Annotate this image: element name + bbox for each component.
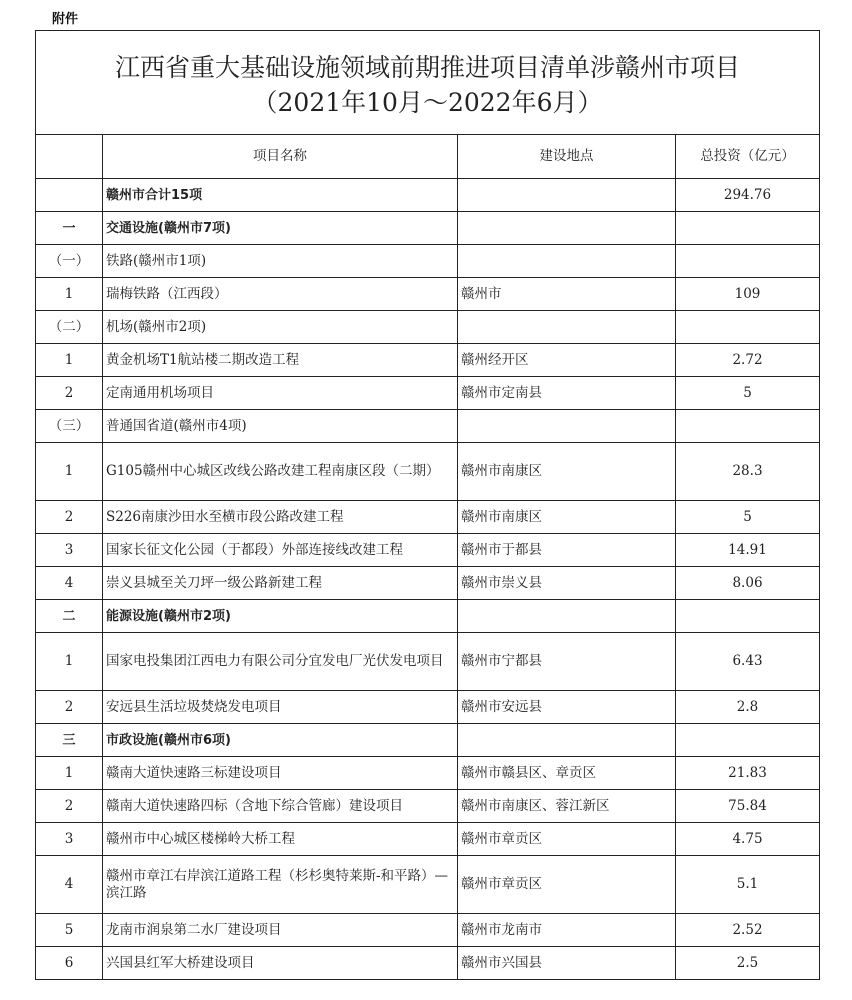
project-name-cell: 铁路(赣州市1项) bbox=[103, 245, 458, 278]
location-cell bbox=[458, 724, 676, 757]
location-cell bbox=[458, 410, 676, 443]
location-cell: 赣州市龙南市 bbox=[458, 914, 676, 947]
table-row bbox=[36, 501, 820, 534]
investment-cell bbox=[676, 212, 820, 245]
project-name-cell: 崇义县城至关刀坪一级公路新建工程 bbox=[103, 567, 458, 600]
table-row bbox=[36, 179, 820, 212]
project-name-cell: S226南康沙田水至横市段公路改建工程 bbox=[103, 501, 458, 534]
investment-cell bbox=[676, 311, 820, 344]
investment-cell: 2.52 bbox=[676, 914, 820, 947]
location-cell bbox=[458, 600, 676, 633]
document-title bbox=[36, 31, 820, 135]
location-cell: 赣州市安远县 bbox=[458, 691, 676, 724]
row-number-cell: 一 bbox=[36, 212, 103, 245]
investment-cell: 5.1 bbox=[676, 856, 820, 914]
table-row bbox=[36, 823, 820, 856]
table-row bbox=[36, 567, 820, 600]
project-name-cell: 市政设施(赣州市6项) bbox=[103, 724, 458, 757]
header-project-name: 项目名称 bbox=[103, 135, 458, 179]
row-number-cell: （三） bbox=[36, 410, 103, 443]
row-number-cell: 2 bbox=[36, 377, 103, 410]
location-cell bbox=[458, 311, 676, 344]
project-name-cell: 安远县生活垃圾焚烧发电项目 bbox=[103, 691, 458, 724]
location-cell: 赣州经开区 bbox=[458, 344, 676, 377]
table-row bbox=[36, 377, 820, 410]
location-cell: 赣州市赣县区、章贡区 bbox=[458, 757, 676, 790]
table-row bbox=[36, 856, 820, 914]
project-name-cell: 赣州市合计15项 bbox=[103, 179, 458, 212]
investment-cell: 2.72 bbox=[676, 344, 820, 377]
investment-cell: 5 bbox=[676, 377, 820, 410]
project-name-cell: 国家电投集团江西电力有限公司分宜发电厂光伏发电项目 bbox=[103, 633, 458, 691]
title-line-2: （2021年10月～2022年6月） bbox=[252, 87, 603, 117]
location-cell bbox=[458, 245, 676, 278]
table-row bbox=[36, 600, 820, 633]
table-row bbox=[36, 534, 820, 567]
project-name-cell: 龙南市润泉第二水厂建设项目 bbox=[103, 914, 458, 947]
investment-cell bbox=[676, 245, 820, 278]
row-number-cell: 1 bbox=[36, 633, 103, 691]
table-row bbox=[36, 947, 820, 980]
investment-cell: 6.43 bbox=[676, 633, 820, 691]
location-cell: 赣州市 bbox=[458, 278, 676, 311]
investment-cell bbox=[676, 724, 820, 757]
row-number-cell: 2 bbox=[36, 691, 103, 724]
investment-cell: 14.91 bbox=[676, 534, 820, 567]
row-number-cell: 3 bbox=[36, 534, 103, 567]
table-row bbox=[36, 724, 820, 757]
location-cell: 赣州市南康区 bbox=[458, 501, 676, 534]
table-row bbox=[36, 790, 820, 823]
project-name-cell: 赣州市中心城区楼梯岭大桥工程 bbox=[103, 823, 458, 856]
location-cell: 赣州市于都县 bbox=[458, 534, 676, 567]
investment-cell: 2.8 bbox=[676, 691, 820, 724]
header-row bbox=[36, 135, 820, 179]
investment-cell: 8.06 bbox=[676, 567, 820, 600]
investment-cell: 75.84 bbox=[676, 790, 820, 823]
row-number-cell: 1 bbox=[36, 443, 103, 501]
project-name-cell: 交通设施(赣州市7项) bbox=[103, 212, 458, 245]
project-table bbox=[35, 30, 820, 980]
project-name-cell: 黄金机场T1航站楼二期改造工程 bbox=[103, 344, 458, 377]
location-cell: 赣州市崇义县 bbox=[458, 567, 676, 600]
project-name-cell: 能源设施(赣州市2项) bbox=[103, 600, 458, 633]
location-cell: 赣州市南康区、蓉江新区 bbox=[458, 790, 676, 823]
location-cell bbox=[458, 179, 676, 212]
investment-cell bbox=[676, 410, 820, 443]
table-row bbox=[36, 914, 820, 947]
project-name-cell: 赣州市章江右岸滨江道路工程（杉杉奥特莱斯-和平路）—滨江路 bbox=[103, 856, 458, 914]
attachment-label: 附件 bbox=[52, 12, 79, 27]
investment-cell: 2.5 bbox=[676, 947, 820, 980]
row-number-cell: 1 bbox=[36, 344, 103, 377]
investment-cell: 4.75 bbox=[676, 823, 820, 856]
project-name-cell: 机场(赣州市2项) bbox=[103, 311, 458, 344]
table-row bbox=[36, 410, 820, 443]
project-name-cell: 瑞梅铁路（江西段） bbox=[103, 278, 458, 311]
title-row bbox=[36, 31, 820, 135]
header-investment: 总投资（亿元） bbox=[676, 135, 820, 179]
row-number-cell: 3 bbox=[36, 823, 103, 856]
location-cell bbox=[458, 212, 676, 245]
table-row bbox=[36, 344, 820, 377]
row-number-cell: 6 bbox=[36, 947, 103, 980]
row-number-cell: 4 bbox=[36, 567, 103, 600]
table-row bbox=[36, 691, 820, 724]
location-cell: 赣州市南康区 bbox=[458, 443, 676, 501]
row-number-cell: （二） bbox=[36, 311, 103, 344]
location-cell: 赣州市定南县 bbox=[458, 377, 676, 410]
location-cell: 赣州市章贡区 bbox=[458, 823, 676, 856]
project-name-cell: 赣南大道快速路三标建设项目 bbox=[103, 757, 458, 790]
row-number-cell: 4 bbox=[36, 856, 103, 914]
investment-cell bbox=[676, 600, 820, 633]
title-line-1: 江西省重大基础设施领域前期推进项目清单涉赣州市项目 bbox=[115, 52, 741, 82]
investment-cell: 5 bbox=[676, 501, 820, 534]
location-cell: 赣州市宁都县 bbox=[458, 633, 676, 691]
investment-cell: 294.76 bbox=[676, 179, 820, 212]
table-row bbox=[36, 757, 820, 790]
row-number-cell: 二 bbox=[36, 600, 103, 633]
table-row bbox=[36, 311, 820, 344]
project-name-cell: 赣南大道快速路四标（含地下综合管廊）建设项目 bbox=[103, 790, 458, 823]
project-name-cell: 定南通用机场项目 bbox=[103, 377, 458, 410]
row-number-cell: 2 bbox=[36, 501, 103, 534]
project-name-cell: G105赣州中心城区改线公路改建工程南康区段（二期） bbox=[103, 443, 458, 501]
row-number-cell: 5 bbox=[36, 914, 103, 947]
table-row bbox=[36, 633, 820, 691]
project-name-cell: 兴国县红军大桥建设项目 bbox=[103, 947, 458, 980]
investment-cell: 21.83 bbox=[676, 757, 820, 790]
location-cell: 赣州市章贡区 bbox=[458, 856, 676, 914]
table-row bbox=[36, 278, 820, 311]
row-number-cell: 1 bbox=[36, 757, 103, 790]
project-name-cell: 国家长征文化公园（于都段）外部连接线改建工程 bbox=[103, 534, 458, 567]
investment-cell: 109 bbox=[676, 278, 820, 311]
row-number-cell: 1 bbox=[36, 278, 103, 311]
header-location: 建设地点 bbox=[458, 135, 676, 179]
row-number-cell bbox=[36, 179, 103, 212]
location-cell: 赣州市兴国县 bbox=[458, 947, 676, 980]
table-row bbox=[36, 212, 820, 245]
investment-cell: 28.3 bbox=[676, 443, 820, 501]
header-no bbox=[36, 135, 103, 179]
table-row bbox=[36, 443, 820, 501]
row-number-cell: （一） bbox=[36, 245, 103, 278]
row-number-cell: 2 bbox=[36, 790, 103, 823]
table-row bbox=[36, 245, 820, 278]
project-name-cell: 普通国省道(赣州市4项) bbox=[103, 410, 458, 443]
row-number-cell: 三 bbox=[36, 724, 103, 757]
